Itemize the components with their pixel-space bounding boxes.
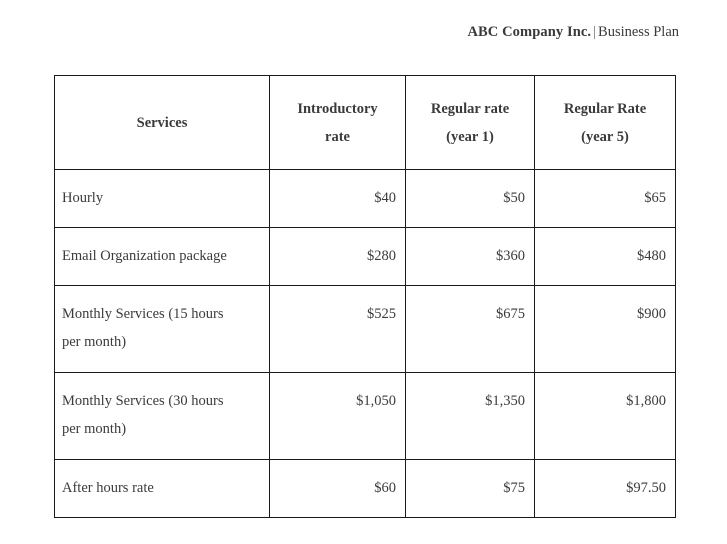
cell-regular-rate-year1: $360 <box>406 228 535 286</box>
cell-regular-rate-year1: $50 <box>406 170 535 228</box>
service-line-1: After hours rate <box>62 480 154 496</box>
cell-regular-rate-year5: $65 <box>535 170 676 228</box>
page-header <box>467 22 679 42</box>
cell-regular-rate-year5: $1,800 <box>535 373 676 460</box>
table-body <box>55 170 676 518</box>
cell-regular-rate-year1: $1,350 <box>406 373 535 460</box>
document-title: Business Plan <box>598 24 679 40</box>
cell-introductory-rate: $525 <box>270 286 406 373</box>
column-header-services <box>55 76 270 170</box>
table-row <box>55 373 676 460</box>
cell-regular-rate-year5: $900 <box>535 286 676 373</box>
table-header-row <box>55 76 676 170</box>
service-line-2: per month) <box>62 421 127 437</box>
column-header-introductory-rate-line-1: Introductory <box>297 100 378 117</box>
cell-introductory-rate: $40 <box>270 170 406 228</box>
table-row <box>55 286 676 373</box>
column-header-regular-rate-year1 <box>406 76 535 170</box>
cell-service <box>55 170 270 228</box>
pricing-table <box>54 75 676 518</box>
cell-service <box>55 228 270 286</box>
service-line-1: Monthly Services (15 hours <box>62 306 224 322</box>
table-header <box>55 76 676 170</box>
column-header-introductory-rate-line-2: rate <box>325 128 350 145</box>
cell-service <box>55 286 270 373</box>
table-row <box>55 228 676 286</box>
cell-introductory-rate: $60 <box>270 460 406 518</box>
cell-introductory-rate: $1,050 <box>270 373 406 460</box>
cell-regular-rate-year1: $75 <box>406 460 535 518</box>
cell-service <box>55 460 270 518</box>
service-line-2: per month) <box>62 334 127 350</box>
service-line-1: Hourly <box>62 190 104 206</box>
table-row <box>55 170 676 228</box>
column-header-regular-rate-year1-line-2: (year 1) <box>446 128 494 145</box>
cell-regular-rate-year5: $97.50 <box>535 460 676 518</box>
cell-introductory-rate: $280 <box>270 228 406 286</box>
table-row <box>55 460 676 518</box>
cell-regular-rate-year1: $675 <box>406 286 535 373</box>
service-line-1: Email Organization package <box>62 248 227 264</box>
service-line-1: Monthly Services (30 hours <box>62 393 224 409</box>
pricing-table-container <box>54 75 675 518</box>
company-name: ABC Company Inc. <box>467 24 592 40</box>
cell-service <box>55 373 270 460</box>
column-header-regular-rate-year5-line-1: Regular Rate <box>563 100 647 117</box>
header-separator: | <box>593 24 597 40</box>
column-header-regular-rate-year5 <box>535 76 676 170</box>
column-header-services-line-1: Services <box>136 114 188 131</box>
column-header-regular-rate-year5-line-2: (year 5) <box>581 128 629 145</box>
column-header-regular-rate-year1-line-1: Regular rate <box>430 100 510 117</box>
cell-regular-rate-year5: $480 <box>535 228 676 286</box>
column-header-introductory-rate <box>270 76 406 170</box>
